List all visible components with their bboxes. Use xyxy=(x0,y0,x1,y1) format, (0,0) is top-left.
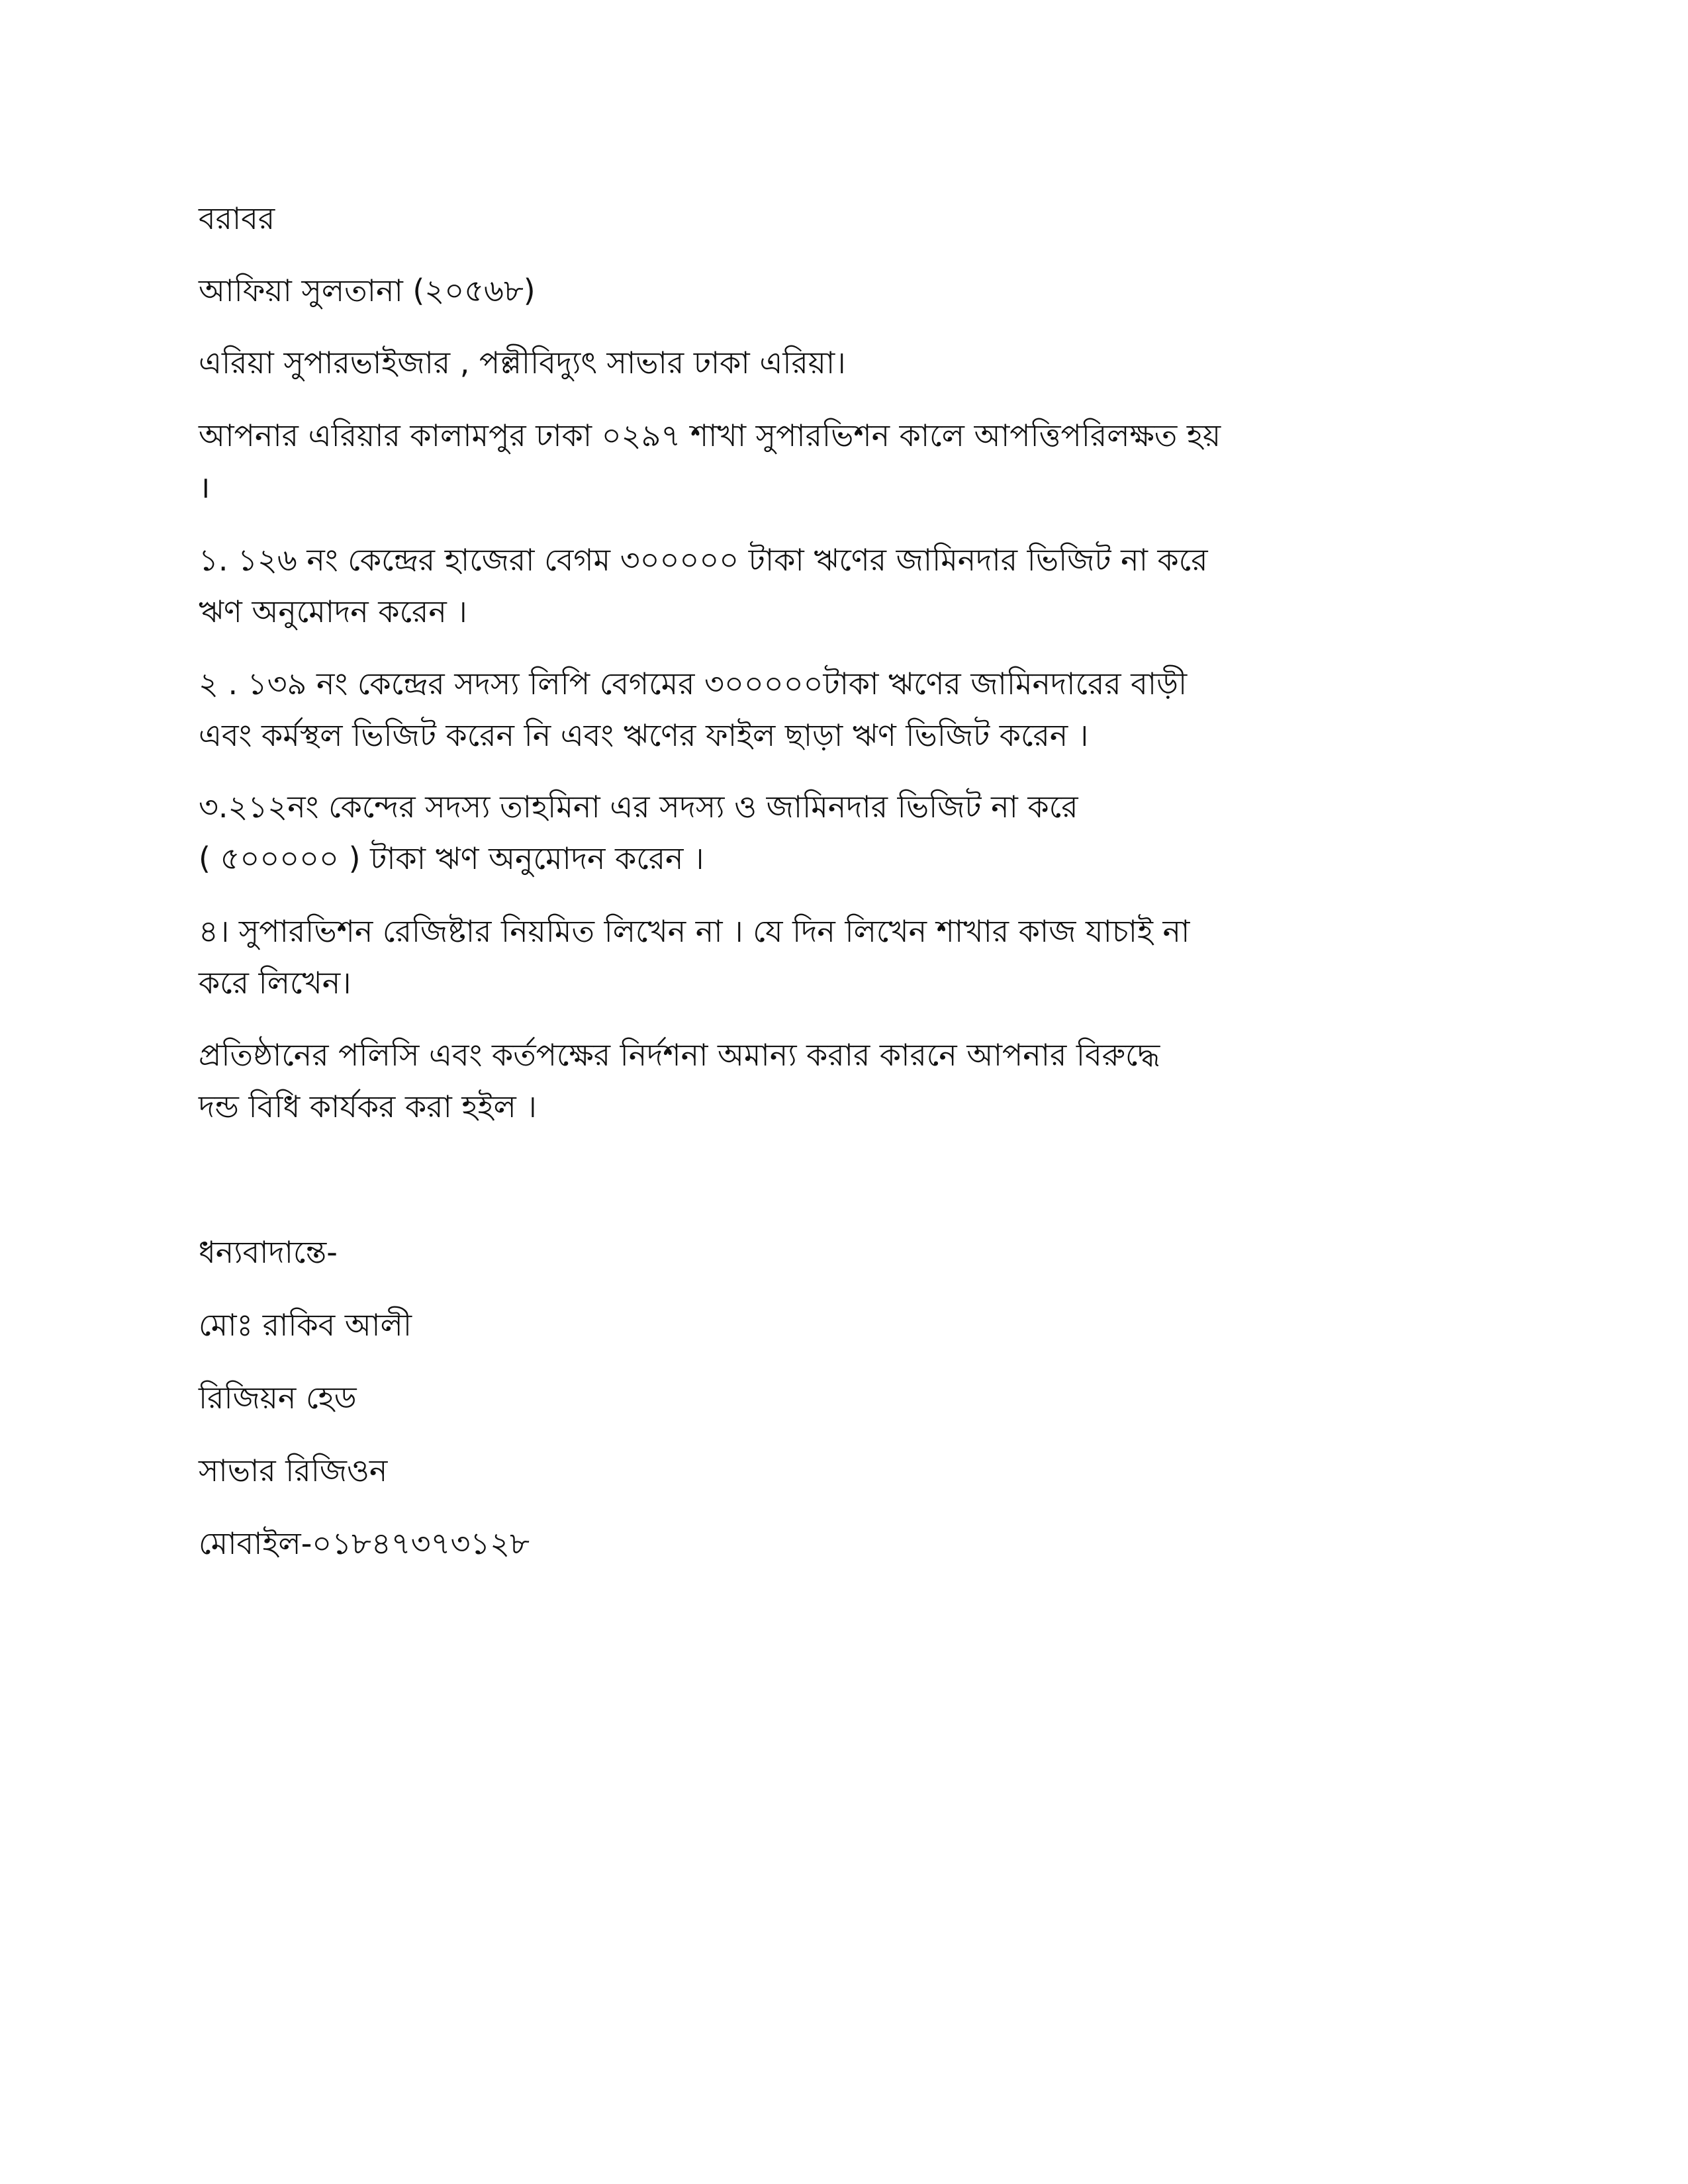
signature-region: সাভার রিজিওন xyxy=(199,1453,388,1488)
point-2-line-2: এবং কর্মস্থল ভিজিট করেন নি এবং ঋণের ফাইল ছাড়া ঋণ ভিজিট করেন । xyxy=(199,717,1089,753)
point-4-line-2: করে লিখেন। xyxy=(199,965,352,1001)
point-2-line-1: ২ . ১৩৯ নং কেন্দ্রের সদস্য লিপি বেগমের ৩০০০০০টাকা ঋণের জামিনদারের বাড়ী xyxy=(199,666,1188,702)
recipient-salutation: বরাবর xyxy=(199,201,275,236)
conclusion-line-1: প্রতিষ্ঠানের পলিসি এবং কর্তপক্ষের নির্দশনা অমান্য করার কারনে আপনার বিরুদ্ধে xyxy=(199,1037,1160,1073)
signature-closing: ধন্যবাদান্তে- xyxy=(199,1234,338,1270)
point-3-line-2: ( ৫০০০০০ ) টাকা ঋণ অনুমোদন করেন । xyxy=(199,841,704,876)
conclusion-line-2: দন্ড বিধি কার্যকর করা হইল । xyxy=(199,1089,537,1124)
point-4-line-1: ৪। সুপারভিশন রেজিষ্টার নিয়মিত লিখেন না । যে দিন লিখেন শাখার কাজ যাচাই না xyxy=(199,913,1190,949)
intro-line-2: । xyxy=(199,469,211,505)
point-3-line-1: ৩.২১২নং কেন্দের সদস্য তাহমিনা এর সদস্য ও জামিনদার ভিজিট না করে xyxy=(199,789,1078,825)
recipient-designation: এরিয়া সুপারভাইজার , পল্লীবিদ্যুৎ সাভার ঢাকা এরিয়া। xyxy=(199,345,846,381)
recipient-name: আফিয়া সুলতানা (২০৫৬৮) xyxy=(199,273,536,308)
point-1-line-2: ঋণ অনুমোদন করেন । xyxy=(199,594,467,629)
signature-mobile: মোবাইল-০১৮৪৭৩৭৩১২৮ xyxy=(199,1525,530,1561)
point-1-line-1: ১. ১২৬ নং কেন্দ্রের হাজেরা বেগম ৩০০০০০ টাকা ঋণের জামিনদার ভিজিট না করে xyxy=(199,542,1208,578)
signature-name: মোঃ রাকিব আলী xyxy=(199,1307,412,1343)
signature-title: রিজিয়ন হেড xyxy=(199,1380,357,1416)
intro-line-1: আপনার এরিয়ার কালামপুর ঢাকা ০২৯৭ শাখা সুপারভিশন কালে আপত্তিপরিলক্ষত হয় xyxy=(199,418,1221,453)
